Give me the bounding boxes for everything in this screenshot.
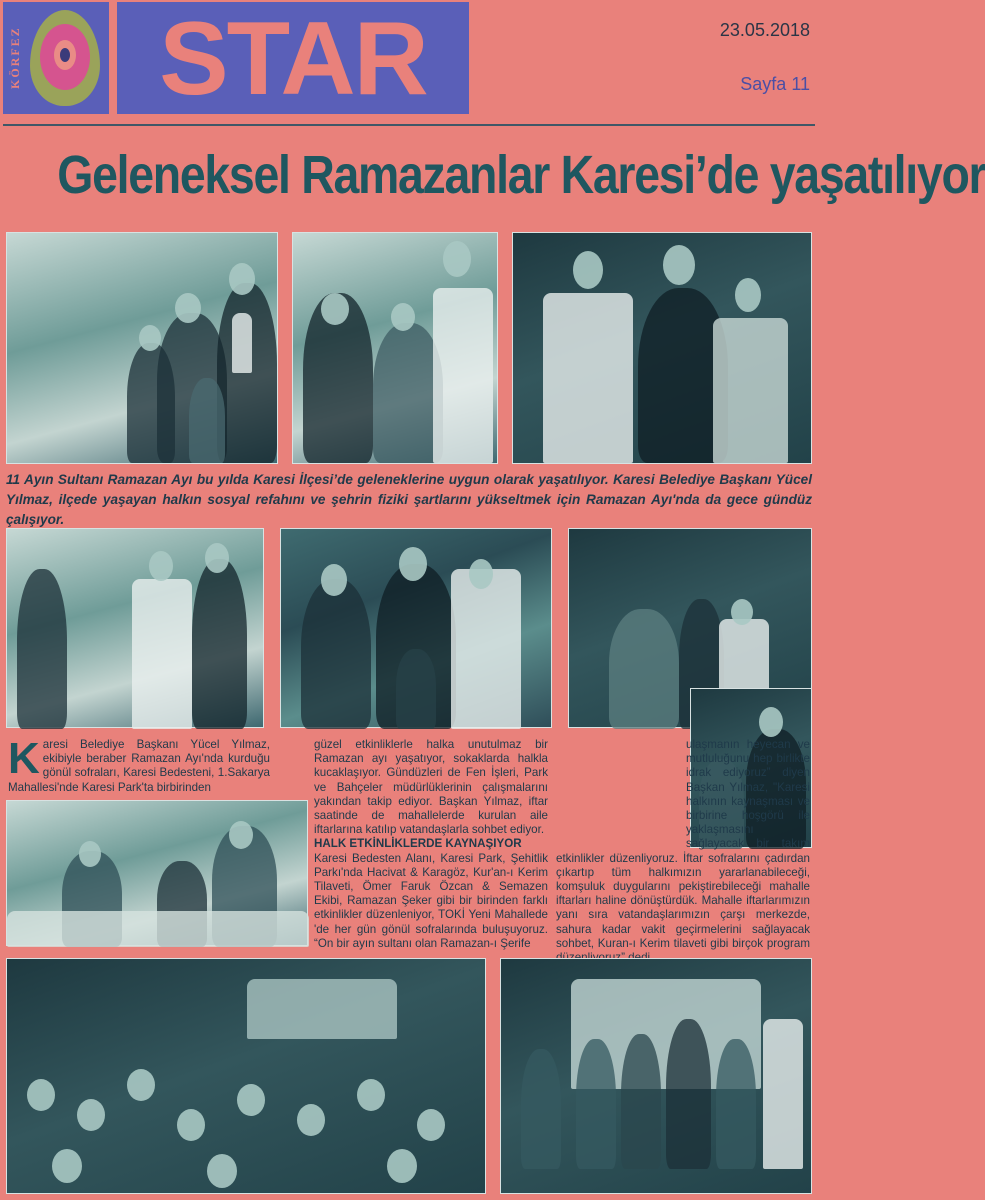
headline: Geleneksel Ramazanlar Karesi’de yaşatılıyor — [57, 145, 985, 205]
photo-iftar-table-women — [6, 800, 308, 946]
article-col2-p1: güzel etkinliklerle halka unutulmaz bir Ramazan ayı yaşatıyor, sokaklarda halkla kucaklaşıyor. Gündüzleri de Fen İşleri, Park ve Bahçeler müdürlüklerinin çalışmalarını yakından takip ediyor. Başkan Yılmaz, iftar saatinde de mahallelerde kurulan aile iftarlarına katılıp vatandaşlarla sohbet ediyor. — [314, 738, 548, 837]
logo-text: KÖRFEZ — [8, 26, 22, 90]
masthead-title: STAR — [159, 1, 427, 117]
page-label: Sayfa — [740, 74, 787, 94]
photo-mayor-with-women — [6, 528, 264, 728]
article-column-3 — [556, 738, 810, 965]
dropcap: K — [8, 734, 40, 783]
photo-mayor-with-youth — [512, 232, 812, 464]
article-subhead: HALK ETKİNLİKLERDE KAYNAŞIYOR — [314, 837, 522, 851]
article-col3-text: ulaşmanın heyecan ve mutluluğunu hep birlikte idrak ediyoruz” diyen Başkan Yılmaz, "Karesi halkının kaynaşması ve birbirine hoşgörü ile yaklaşmasını sağlayacak bir takım etkinlikler düzenliyoruz. İftar sofralarını çadırdan çıkartıp tüm halkımızın yararlanabileceği, komşuluk duygularını pekiştirebileceği mahalle iftarları haline dönüştürdük. Mahalle iftarlarımızın yanı sıra vatandaşlarımızın çarşı merkezde, sahura kadar vakit geçirmelerini sağlayacak sohbet, Kuran-ı Kerim tilaveti gibi birçok program — [556, 738, 810, 950]
photo-crowd-night — [6, 958, 486, 1194]
page-indicator — [660, 74, 810, 95]
col3-wrap-spacer — [556, 738, 686, 844]
photo-stage-performance — [500, 958, 812, 1194]
logo-egg-core — [60, 48, 70, 62]
page-number: 11 — [791, 74, 810, 94]
article-column-2 — [314, 738, 548, 951]
issue-date: 23.05.2018 — [719, 20, 810, 40]
article-column-1 — [8, 734, 270, 795]
header-rule — [3, 124, 815, 126]
article-col1-text: aresi Belediye Başkanı Yücel Yılmaz, ekibiyle beraber Ramazan Ayı'nda kurduğu gönül sofraları, Karesi Bedesteni, 1.Sakarya Mahallesi'nde Karesi Park'ta birbirinden — [8, 738, 270, 794]
intro-paragraph: 11 Ayın Sultanı Ramazan Ayı bu yılda Karesi İlçesi’de geleneklerine uygun olarak yaşatılıyor. Karesi Belediye Başkanı Yücel Yılmaz, ilçede yaşayan halkın sosyal refahını ve şehrin fiziki şartlarını yükseltmek için Ramazan Ayı'nda da gece gündüz çalışıyor. — [6, 472, 812, 527]
photo-mayor-with-family-and-child — [280, 528, 552, 728]
photo-mayor-with-elderly-woman — [292, 232, 498, 464]
article-col2-p2: Karesi Bedesten Alanı, Karesi Park, Şehitlik Parkı'nda Hacivat & Karagöz, Kur'an-ı Kerim Tilaveti, Ömer Faruk Özcan & Semazen Ekibi, Ramazan Şeker gibi bir birinden farklı etkinlikler düzenleniyor, TOKİ Yeni Mahallede 'de her gün gönül sofralarında buluşuyoruz. “On bir ayın sultanı olan Ramazan-ı Şerife — [314, 851, 548, 950]
photo-family-with-mayor — [6, 232, 278, 464]
